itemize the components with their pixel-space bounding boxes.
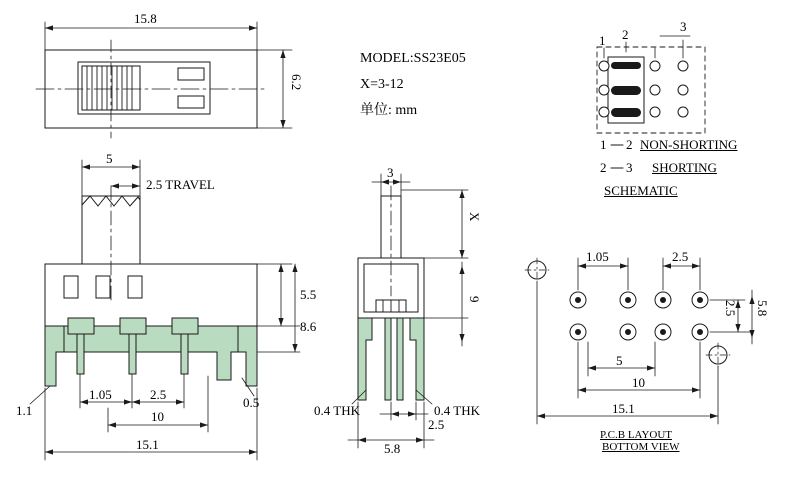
dim-top-width: 15.8 (134, 11, 157, 26)
dim-side-9: 9 (467, 296, 482, 303)
schematic-row2-left: 2 (600, 160, 607, 175)
dim-knob-width: 5 (106, 151, 113, 166)
pcb-layout-group (525, 258, 755, 424)
x-range-label: X=3-12 (360, 77, 404, 92)
schematic-row1-right: 2 (626, 137, 633, 152)
dim-pitch-25: 2.5 (150, 387, 167, 402)
dim-side-25: 2.5 (428, 417, 445, 432)
dim-side-top-width: 3 (387, 165, 394, 180)
schematic-row1-mode: NON-SHORTING (640, 137, 738, 152)
dim-pitch-105: 1.05 (89, 387, 112, 402)
dim-lead-left: 1.1 (16, 403, 33, 418)
dim-pcb-25: 2.5 (672, 249, 689, 264)
dim-lead-right: 0.5 (243, 395, 260, 410)
dim-pcb-151: 15.1 (612, 401, 635, 416)
schematic-row2-mode: SHORTING (652, 160, 717, 175)
dim-travel: 2.5 TRAVEL (146, 177, 215, 192)
schematic-pin-2: 2 (622, 27, 629, 42)
top-view-group (36, 22, 292, 138)
pcb-caption-line2: BOTTOM VIEW (602, 441, 680, 453)
dim-total-height: 8.6 (300, 319, 317, 334)
schematic-pin-1: 1 (599, 33, 606, 48)
dim-front-10: 10 (151, 409, 164, 424)
schematic-row1-left: 1 (600, 137, 607, 152)
dim-thk-right: 0.4 THK (434, 403, 480, 418)
schematic-pin-3: 3 (680, 19, 687, 34)
pcb-caption-line1: P.C.B LAYOUT (600, 429, 673, 441)
schematic-row2-right: 3 (626, 160, 633, 175)
dim-pcb-105: 1.05 (586, 249, 609, 264)
dim-side-58: 5.8 (384, 441, 401, 456)
schematic-caption: SCHEMATIC (604, 183, 678, 198)
dim-body-height: 5.5 (300, 287, 317, 302)
model-label: MODEL:SS23E05 (360, 51, 466, 66)
front-view-group (30, 160, 300, 460)
dim-pcb-25-v: 2.5 (723, 300, 738, 317)
dim-top-height: 6.2 (289, 74, 304, 91)
dim-thk-left: 0.4 THK (314, 403, 360, 418)
dim-side-x: X (467, 212, 482, 222)
dim-pcb-10: 10 (632, 375, 645, 390)
unit-label: 单位: mm (360, 103, 418, 118)
dim-pcb-58-v: 5.8 (755, 300, 770, 317)
dim-pcb-5: 5 (616, 353, 623, 368)
dim-front-151: 15.1 (136, 437, 159, 452)
